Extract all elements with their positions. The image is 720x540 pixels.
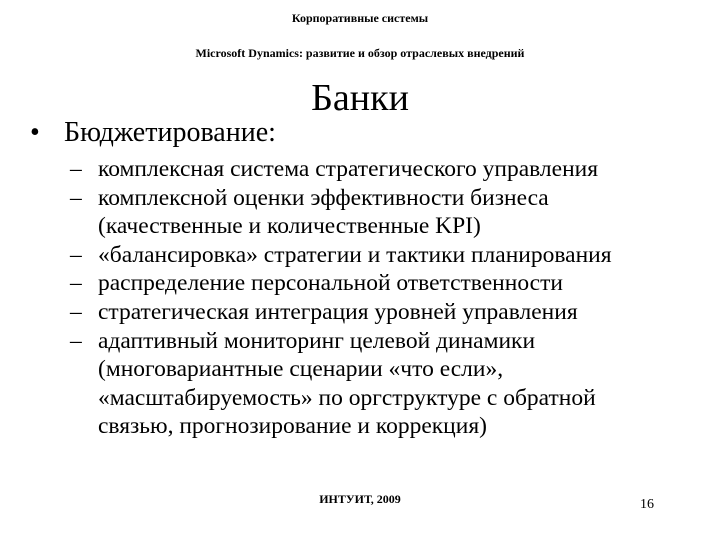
sub-bullet-text: стратегическая интеграция уровней управления (98, 298, 578, 325)
sub-bullet-item (70, 327, 715, 441)
sub-bullet-item (70, 155, 715, 184)
dash-marker: – (70, 241, 82, 268)
main-bullet-text: Бюджетирование: (64, 117, 276, 148)
sub-bullet-text: распределение персональной ответственности (98, 270, 563, 297)
sub-bullet-item (70, 184, 715, 241)
dash-marker: – (70, 327, 82, 354)
header-lecture-title: Microsoft Dynamics: развитие и обзор отраслевых внедрений (195, 46, 525, 60)
dash-marker: – (70, 298, 82, 325)
sub-bullet-text: «масштабируемость» по оргструктуре с обратной (98, 384, 596, 411)
sub-bullet-text: комплексная система стратегического управления (98, 156, 599, 182)
dash-marker: – (70, 156, 82, 182)
sub-bullet-text: (многовариантные сценарии «что если», (98, 356, 504, 383)
slide-title: Банки (311, 77, 409, 119)
main-bullet (30, 116, 276, 150)
sub-bullet-item (70, 269, 715, 298)
header-course-title: Корпоративные системы (291, 11, 429, 25)
dash-marker: – (70, 270, 82, 297)
bullet-marker: • (30, 117, 40, 148)
sub-bullet-text: связью, прогнозирование и коррекция) (98, 413, 487, 440)
page-number: 16 (640, 497, 654, 512)
sub-bullet-text: «балансировка» стратегии и тактики планирования (98, 241, 612, 268)
sub-bullet-text: адаптивный мониторинг целевой динамики (98, 327, 536, 354)
sub-bullet-item (70, 241, 715, 270)
footer-text: ИНТУИТ, 2009 (319, 492, 401, 506)
dash-marker: – (70, 184, 82, 211)
sub-bullet-list (70, 155, 715, 441)
sub-bullet-text: комплексной оценки эффективности бизнеса (98, 184, 549, 211)
sub-bullet-item (70, 298, 715, 327)
sub-bullet-text: (качественные и количественные KPI) (98, 213, 481, 240)
